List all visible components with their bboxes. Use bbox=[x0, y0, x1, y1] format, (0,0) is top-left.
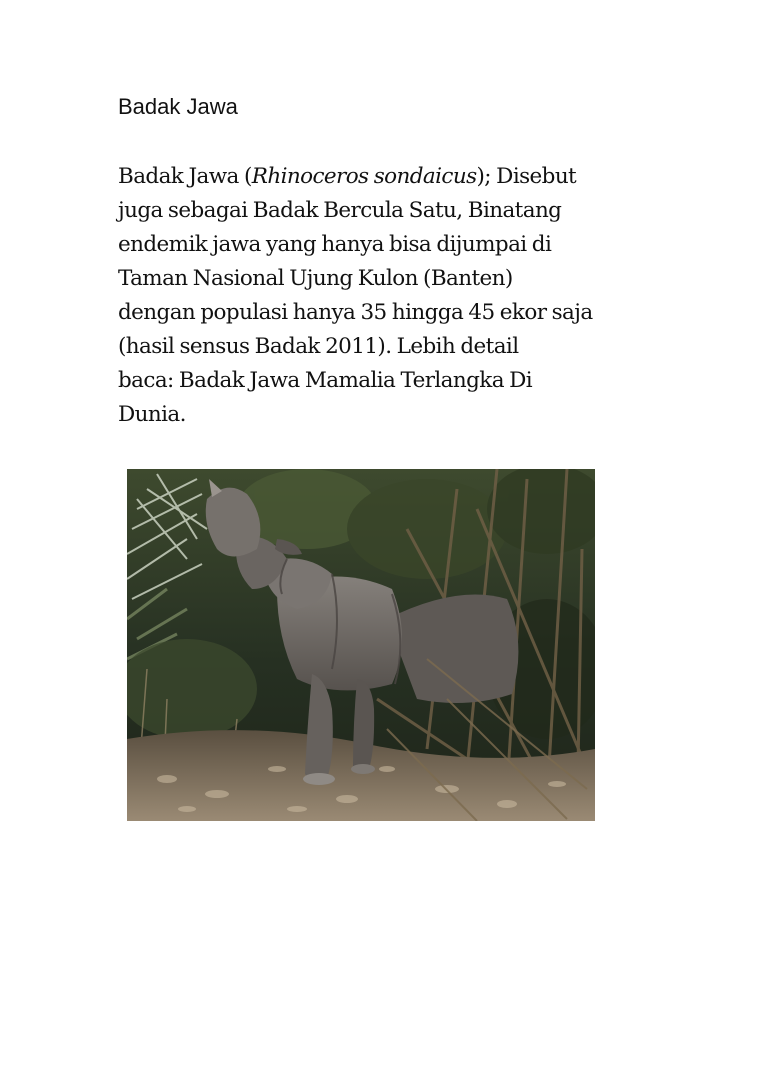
species-scientific-name: Rhinoceros sondaicus bbox=[251, 164, 477, 189]
paragraph-line-1-start: Badak Jawa ( bbox=[118, 164, 252, 189]
paragraph-line-7: baca: Badak Jawa Mamalia Terlangka Di bbox=[118, 368, 533, 393]
paragraph-line-3: endemik jawa yang hanya bisa dijumpai di bbox=[118, 232, 552, 257]
paragraph-line-1-end: ); Disebut bbox=[476, 164, 577, 189]
paragraph-line-2: juga sebagai Badak Bercula Satu, Binatang bbox=[118, 198, 562, 223]
rhino-photo-illustration bbox=[127, 469, 595, 821]
page-title: Badak Jawa bbox=[118, 94, 238, 119]
paragraph-line-4: Taman Nasional Ujung Kulon (Banten) bbox=[118, 266, 513, 291]
paragraph-line-6: (hasil sensus Badak 2011). Lebih detail bbox=[118, 334, 519, 359]
paragraph-line-8: Dunia. bbox=[118, 402, 186, 427]
body-paragraph bbox=[118, 160, 658, 432]
paragraph-line-5: dengan populasi hanya 35 hingga 45 ekor saja bbox=[118, 300, 593, 325]
paragraph-line-1 bbox=[118, 160, 658, 194]
rhino-photo bbox=[127, 469, 595, 821]
